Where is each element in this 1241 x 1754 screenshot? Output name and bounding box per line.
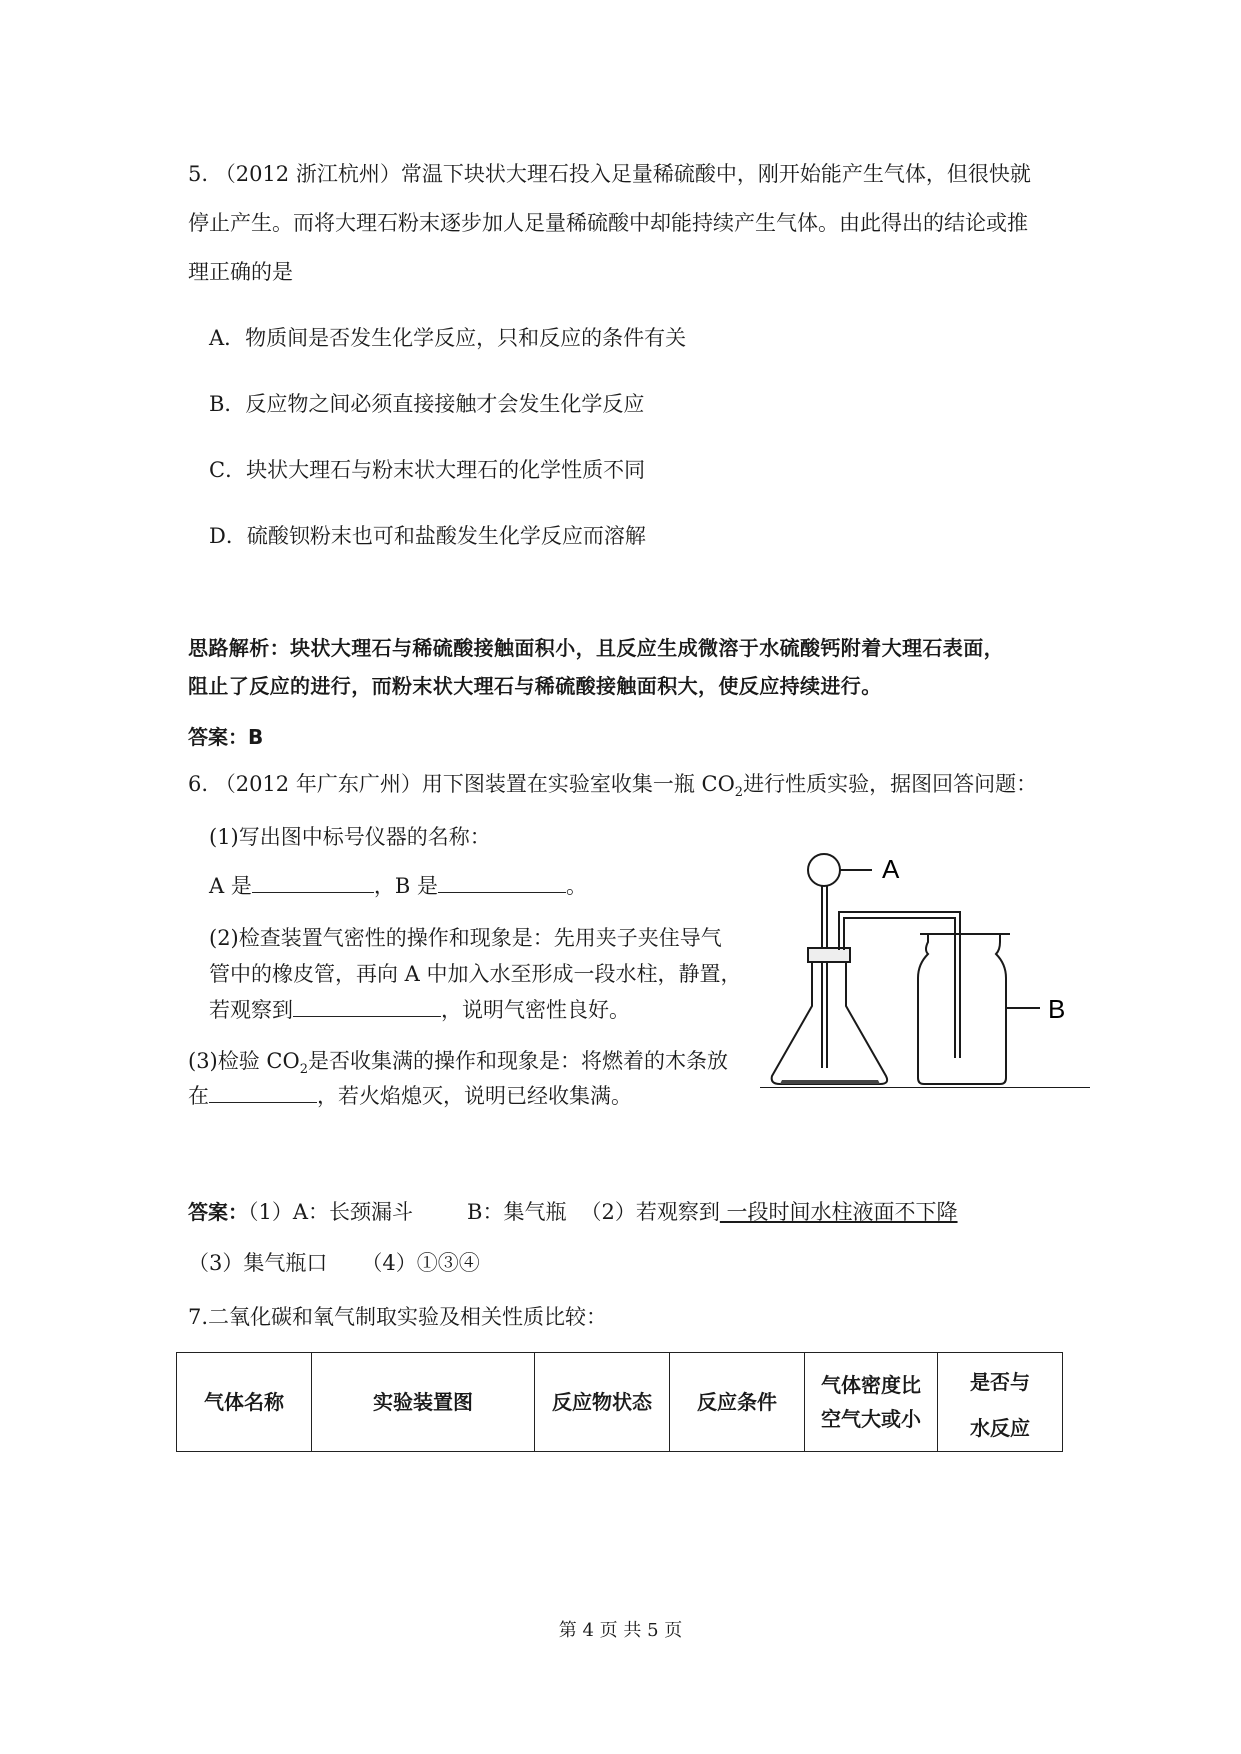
q6-part3-line2 — [188, 1082, 632, 1110]
q6-answer-part3: （2）若观察到 — [580, 1200, 720, 1224]
figure-label-b: B — [1048, 994, 1066, 1024]
page-footer: 第 4 页 共 5 页 — [558, 1620, 683, 1641]
q6-part3-at: 在 — [188, 1084, 209, 1108]
table-header-row — [177, 1353, 1063, 1452]
q6-answer-line1 — [188, 1198, 958, 1226]
q6-b-label: ，B 是 — [373, 874, 438, 898]
q5-analysis-line1: 思路解析：块状大理石与稀硫酸接触面积小，且反应生成微溶于水硫酸钙附着大理石表面， — [188, 636, 1004, 660]
q6-part3-before: (3)检验 CO — [188, 1049, 300, 1073]
q6-answer-part5: （3）集气瓶口 — [188, 1251, 328, 1275]
q6-stem — [188, 770, 1037, 807]
q5-answer: 答案：B — [188, 725, 264, 749]
header-density-line1: 气体密度比 — [821, 1373, 921, 1397]
q6-answer-line2 — [188, 1249, 480, 1277]
header-apparatus: 实验装置图 — [312, 1353, 535, 1452]
q6-stem-subscript: 2 — [734, 785, 744, 801]
q6-part1-blanks — [209, 872, 587, 900]
q5-option-a: A．物质间是否发生化学反应，只和反应的条件有关 — [209, 326, 687, 350]
comparison-table — [176, 1352, 1063, 1452]
q5-line2: 停止产生。而将大理石粉末逐步加人足量稀硫酸中却能持续产生气体。由此得出的结论或推 — [188, 211, 1028, 235]
q5-option-b: B．反应物之间必须直接接触才会发生化学反应 — [209, 392, 645, 416]
q6-part3-subscript: 2 — [299, 1062, 308, 1078]
header-water-line2: 水反应 — [970, 1416, 1030, 1440]
funnel-bulb — [808, 854, 840, 886]
header-gas-name: 气体名称 — [177, 1353, 312, 1452]
header-reactant-state: 反应物状态 — [535, 1353, 670, 1452]
q6-part2-observe: 若观察到 — [209, 998, 293, 1022]
q6-answer-part1: （1）A：长颈漏斗 — [248, 1200, 414, 1224]
q6-a-blank — [252, 872, 374, 893]
q6-answer-part2: B：集气瓶 — [467, 1200, 567, 1224]
q6-part1: (1)写出图中标号仪器的名称： — [209, 825, 491, 849]
q6-b-blank — [438, 872, 566, 893]
q6-part2-line3 — [209, 996, 630, 1024]
gas-jar — [918, 934, 1006, 1084]
q5-line3: 理正确的是 — [188, 260, 293, 284]
q7-title: 7.二氧化碳和氧气制取实验及相关性质比较： — [188, 1305, 608, 1329]
conical-flask — [772, 958, 887, 1084]
apparatus-figure — [760, 838, 1090, 1088]
header-water-line1: 是否与 — [970, 1370, 1030, 1394]
q6-part3-line1 — [188, 1047, 728, 1084]
header-water-reaction — [938, 1353, 1063, 1452]
q5-option-d: D．硫酸钡粉末也可和盐酸发生化学反应而溶解 — [209, 524, 646, 548]
q6-stem-after: 进行性质实验，据图回答问题： — [743, 772, 1038, 796]
figure-label-a: A — [882, 854, 900, 884]
flask-stopper — [808, 948, 850, 962]
header-density — [805, 1353, 938, 1452]
q6-part3-after: 是否收集满的操作和现象是：将燃着的木条放 — [308, 1049, 728, 1073]
q6-answer-part4: 一段时间水柱液面不下降 — [719, 1200, 958, 1224]
q5-option-c: C．块状大理石与粉末状大理石的化学性质不同 — [209, 458, 646, 482]
q6-part2-line2: 管中的橡皮管，再向 A 中加入水至形成一段水柱，静置， — [209, 962, 742, 986]
q6-a-label: A 是 — [209, 874, 252, 898]
header-reaction-condition: 反应条件 — [670, 1353, 805, 1452]
q6-part2-blank — [293, 996, 441, 1017]
q6-answer-part6: （4）①③④ — [361, 1251, 480, 1275]
q5-line1: 5. （2012 浙江杭州）常温下块状大理石投入足量稀硫酸中，刚开始能产生气体，但很快就 — [188, 162, 1031, 186]
q6-part2-line1: (2)检查装置气密性的操作和现象是：先用夹子夹住导气 — [209, 926, 722, 950]
q6-part3-result: ，若火焰熄灭，说明已经收集满。 — [317, 1084, 632, 1108]
q6-part3-blank — [209, 1082, 317, 1103]
delivery-tube-inner — [844, 918, 955, 1058]
flask-liquid — [780, 1080, 880, 1084]
q5-analysis-line2: 阻止了反应的进行，而粉末状大理石与稀硫酸接触面积大，使反应持续进行。 — [188, 674, 882, 698]
q6-stem-before: 6. （2012 年广东广州）用下图装置在实验室收集一瓶 CO — [188, 772, 735, 796]
q6-answer-prefix: 答案： — [188, 1200, 248, 1224]
q6-part2-result: ，说明气密性良好。 — [441, 998, 630, 1022]
q6-part1-end: 。 — [565, 874, 587, 898]
header-density-line2: 空气大或小 — [821, 1407, 921, 1431]
